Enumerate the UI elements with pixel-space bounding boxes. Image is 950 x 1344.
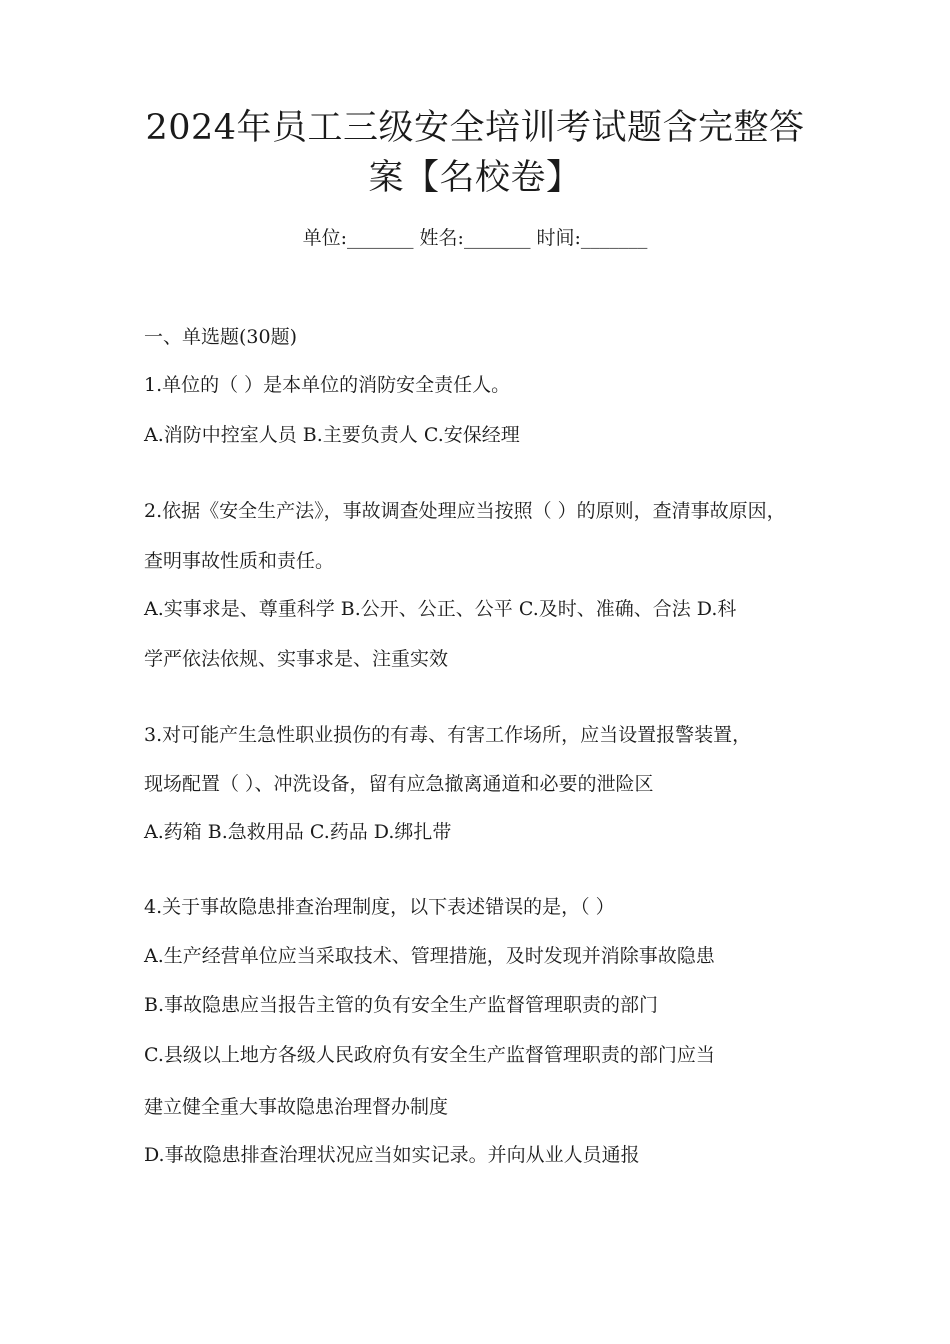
unit-field: 单位:_______ — [302, 227, 414, 249]
time-field: 时间:_______ — [536, 227, 648, 249]
question-4-stem: 4.关于事故隐患排查治理制度，以下表述错误的是，（ ） — [144, 896, 615, 918]
question-2-options-line-1: A.实事求是、尊重科学 B.公开、公正、公平 C.及时、准确、合法 D.科 — [144, 598, 737, 620]
question-3-options: A.药箱 B.急救用品 C.药品 D.绑扎带 — [144, 821, 452, 843]
question-4-option-b: B.事故隐患应当报告主管的负有安全生产监督管理职责的部门 — [144, 994, 659, 1016]
question-3-stem-line-2: 现场配置（ ）、冲洗设备，留有应急撤离通道和必要的泄险区 — [144, 773, 654, 795]
question-4-option-c-line-1: C.县级以上地方各级人民政府负有安全生产监督管理职责的部门应当 — [144, 1044, 715, 1066]
question-2-stem-line-1: 2.依据《安全生产法》，事故调查处理应当按照（ ）的原则，查清事故原因， — [144, 500, 786, 522]
document-title-line-2: 案【名校卷】 — [368, 158, 582, 198]
question-1-options: A.消防中控室人员 B.主要负责人 C.安保经理 — [144, 424, 520, 446]
question-4-option-c-line-2: 建立健全重大事故隐患治理督办制度 — [144, 1096, 449, 1118]
document-title-line-1: 2024年员工三级安全培训考试题含完整答 — [145, 108, 805, 148]
question-4-option-d: D.事故隐患排查治理状况应当如实记录。并向从业人员通报 — [144, 1144, 640, 1166]
question-4-option-a: A.生产经营单位应当采取技术、管理措施，及时发现并消除事故隐患 — [144, 945, 715, 967]
name-field: 姓名:_______ — [419, 227, 531, 249]
question-2-options-line-2: 学严依法依规、实事求是、注重实效 — [144, 648, 449, 670]
question-3-stem-line-1: 3.对可能产生急性职业损伤的有毒、有害工作场所，应当设置报警装置， — [144, 724, 752, 746]
section-heading: 一、单选题(30题) — [144, 326, 298, 348]
info-line — [140, 224, 810, 252]
question-1-stem: 1.单位的（ ）是本单位的消防安全责任人。 — [144, 374, 511, 396]
question-2-stem-line-2: 查明事故性质和责任。 — [144, 550, 335, 572]
